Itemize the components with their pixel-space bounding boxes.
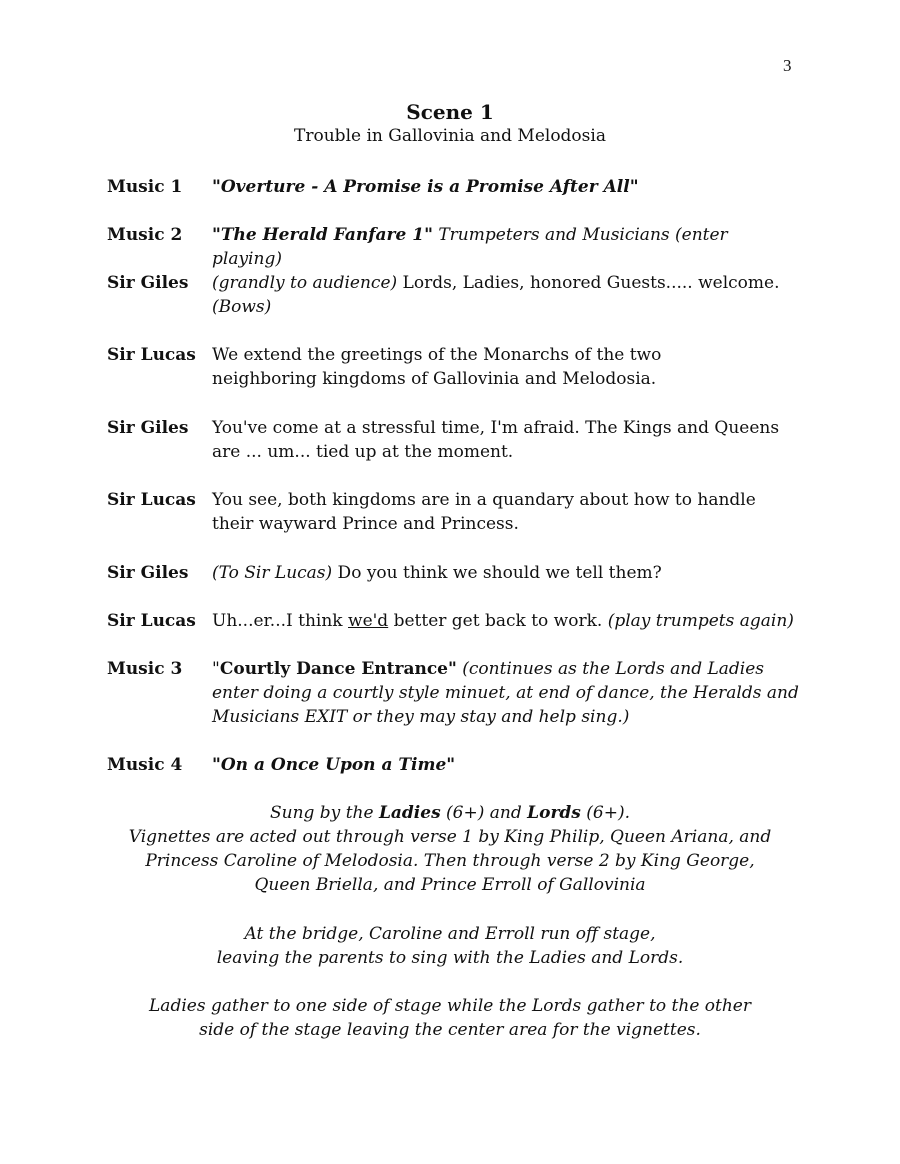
note-line: Ladies gather to one side of stage while the Lords gather to the other — [149, 996, 751, 1016]
song-title: On a Once Upon a Time" — [220, 755, 456, 775]
note-line: Queen Briella, and Prince Erroll of Gallovinia — [254, 875, 646, 895]
song-title: "Overture - A Promise is a Promise After All" — [212, 177, 639, 197]
note-line — [0, 801, 900, 825]
speaker-name: Sir Lucas — [107, 345, 196, 365]
note-line: leaving the parents to sing with the Ladies and Lords. — [216, 948, 684, 968]
staging-notes — [0, 994, 900, 1042]
dialogue: You've come at a stressful time, I'm afraid. The Kings and Queens are ... um... tied up at the moment. — [212, 418, 780, 462]
dialogue-text — [212, 609, 802, 633]
speaker-name: Sir Lucas — [107, 611, 196, 631]
cue-label: Music 1 — [107, 177, 183, 197]
dialogue: Lords, Ladies, honored Guests..... welcome. — [397, 273, 780, 293]
stage-direction: (continues as the Lords and Ladies enter doing a courtly style minuet, at end of dance, the Heralds and Musicians EXIT or they may stay and help sing.) — [212, 659, 799, 727]
cue-label: Music 3 — [107, 659, 183, 679]
cue-text — [212, 175, 802, 199]
stage-direction: (To Sir Lucas) — [212, 563, 333, 583]
song-title: Courtly Dance Entrance" — [219, 659, 457, 679]
cue-text — [212, 753, 802, 777]
dialogue: Do you think we should we tell them? — [332, 563, 662, 583]
note-text-bold: Ladies — [378, 803, 441, 823]
note-line: Princess Caroline of Melodosia. Then through verse 2 by King George, — [145, 851, 755, 871]
song-title: The Herald Fanfare 1" — [220, 225, 433, 245]
stage-direction: Trumpeters and Musicians (enter playing) — [212, 225, 728, 269]
quote-mark: " — [212, 755, 221, 775]
underlined-word: we'd — [348, 611, 389, 631]
stage-direction: (grandly to audience) — [212, 273, 398, 293]
scene-subtitle: Trouble in Gallovinia and Melodosia — [294, 126, 606, 146]
cue-label: Music 4 — [107, 755, 183, 775]
staging-notes — [0, 922, 900, 970]
cue-label: Music 2 — [107, 225, 183, 245]
scene-title: Scene 1 — [406, 100, 494, 124]
quote-mark: " — [212, 659, 220, 679]
stage-direction: (play trumpets again) — [607, 611, 794, 631]
quote-mark: " — [212, 225, 221, 245]
stage-direction: (Bows) — [212, 297, 272, 317]
dialogue: You see, both kingdoms are in a quandary about how to handle their wayward Prince and Princess. — [212, 490, 756, 534]
note-line: At the bridge, Caroline and Erroll run off stage, — [244, 924, 656, 944]
dialogue: better get back to work. — [388, 611, 608, 631]
speaker-name: Sir Lucas — [107, 490, 196, 510]
dialogue-text — [212, 271, 802, 319]
staging-notes — [0, 801, 900, 897]
note-line: side of the stage leaving the center area for the vignettes. — [199, 1020, 701, 1040]
cue-text — [212, 657, 802, 729]
speaker-name: Sir Giles — [107, 418, 189, 438]
note-text-bold: Lords — [527, 803, 581, 823]
cue-text — [212, 223, 802, 271]
dialogue: Uh...er...I think — [212, 611, 349, 631]
page-number: 3 — [783, 56, 792, 75]
note-line: Vignettes are acted out through verse 1 by King Philip, Queen Ariana, and — [128, 827, 772, 847]
speaker-name: Sir Giles — [107, 273, 189, 293]
note-text: (6+) and — [440, 803, 528, 823]
speaker-name: Sir Giles — [107, 563, 189, 583]
dialogue: We extend the greetings of the Monarchs of the two neighboring kingdoms of Gallovinia and Melodosia. — [212, 345, 662, 389]
dialogue-text — [212, 561, 802, 585]
note-text: (6+). — [580, 803, 631, 823]
note-text: Sung by the — [269, 803, 379, 823]
